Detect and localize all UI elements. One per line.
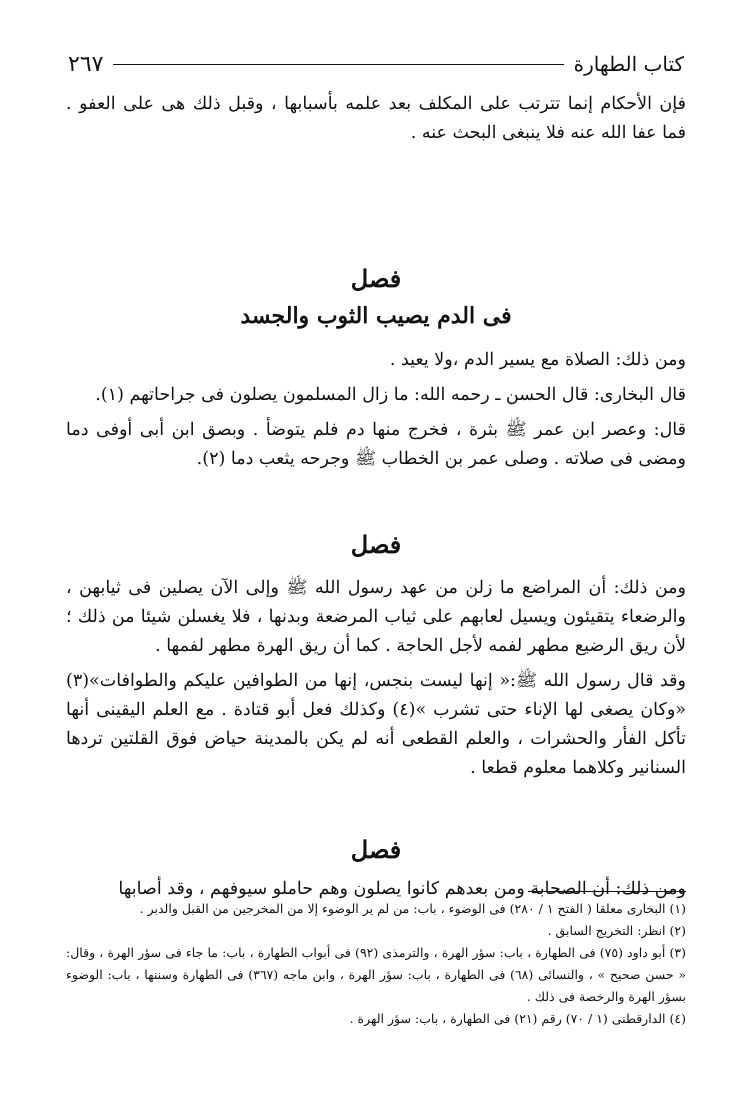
- footnotes: [66, 898, 686, 1030]
- page-number: ٢٦٧: [68, 51, 104, 77]
- section-1-paragraph: ومن ذلك: الصلاة مع يسير الدم ،ولا يعيد .: [389, 350, 686, 370]
- footnote: (١) البخارى معلقا ( الفتح ١ / ٢٨٠) فى الوضوء ، باب: من لم ير الوضوء إلا من المخرجين من القبل والدبر .: [139, 901, 686, 916]
- section-2-paragraph: وقد قال رسول الله ﷺ:« إنها ليست بنجس، إنها من الطوافين عليكم والطوافات»(٣) «وكان يصغى لها الإناء حتى تشرب »(٤) وكذلك فعل أبو قتادة . مع العلم اليقينى أنها تأكل الفأر والحشرات ، والعلم القطعى أنه لم يكن بالمدينة حياض فوق القلتين تردها السنانير وكلاهما معلوم قطعا .: [66, 671, 686, 778]
- book-title: كتاب الطهارة: [573, 52, 684, 76]
- section-3-heading: فصل: [350, 835, 402, 864]
- footnote: (٢) انظر: التخريج السابق .: [547, 923, 686, 938]
- section-1-heading: فصل: [350, 264, 402, 293]
- section-1-subheading: فى الدم يصيب الثوب والجسد: [240, 303, 512, 329]
- section-1-paragraph: قال البخارى: قال الحسن ـ رحمه الله: ما زال المسلمون يصلون فى جراحاتهم (١).: [95, 385, 686, 405]
- section-3-paragraph: ومن ذلك: أن الصحابة ومن بعدهم كانوا يصلون وهم حاملو سيوفهم ، وقد أصابها: [118, 879, 686, 899]
- intro-paragraph: فإن الأحكام إنما تترتب على المكلف بعد علمه بأسبابها ، وقبل ذلك هى على العفو . فما عفا الله عنه فلا ينبغى البحث عنه .: [66, 94, 686, 143]
- footnote: (٤) الدارقطنى (١ / ٧٠) رقم (٢١) فى الطهارة ، باب: سؤر الهرة .: [349, 1011, 686, 1026]
- section-1-paragraph: قال: وعصر ابن عمر ﷺ بثرة ، فخرج منها دم فلم يتوضأ . وبصق ابن أبى أوفى دما ومضى فى صلاته . وصلى عمر بن الخطاب ﷺ وجرحه يثعب دما (٢).: [66, 420, 686, 469]
- section-2-paragraph: ومن ذلك: أن المراضع ما زلن من عهد رسول الله ﷺ وإلى الآن يصلين فى ثيابهن ، والرضعاء يتقيئون ويسيل لعابهم على ثياب المرضعة وبدنها ، فلا يغسلن شيئا من ذلك ؛ لأن ريق الرضيع مطهر لفمه لأجل الحاجة . كما أن ريق الهرة مطهر لفمها .: [66, 578, 686, 656]
- page-body: [66, 90, 686, 910]
- footnote-separator: [528, 891, 686, 892]
- header-rule: [113, 64, 563, 65]
- running-header: [68, 48, 684, 80]
- section-2-heading: فصل: [350, 530, 402, 559]
- footnote: (٣) أبو داود (٧٥) فى الطهارة ، باب: سؤر الهرة ، والترمذى (٩٢) فى أبواب الطهارة ، باب: ما جاء فى سؤر الهرة ، وقال: « حسن صحيح » ، والنسائى (٦٨) فى الطهارة ، باب: سؤر الهرة ، وابن ماجه (٣٦٧) فى الطهارة وسننها ، باب: الوضوء بسؤر الهرة والرخصة فى ذلك .: [66, 945, 687, 1004]
